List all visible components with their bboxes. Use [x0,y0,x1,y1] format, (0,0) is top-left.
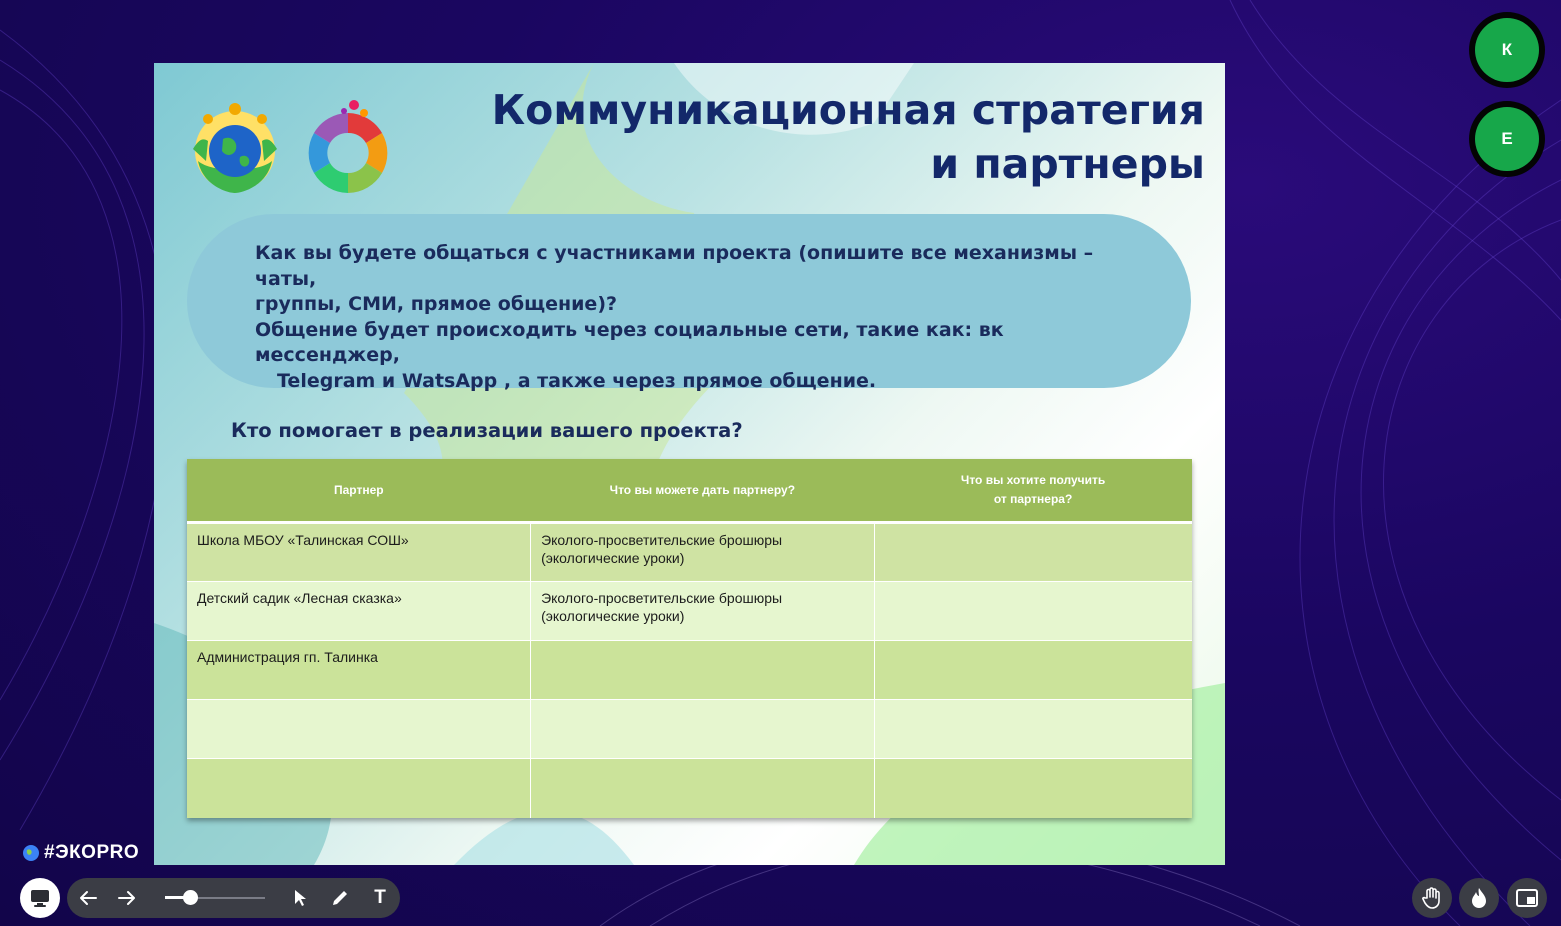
globe-icon [22,844,40,862]
pen-icon [331,889,349,907]
partners-question: Кто помогает в реализации вашего проекта? [231,419,743,442]
cursor-icon [293,889,307,907]
table-cell: Администрация гп. Талинка [187,641,531,700]
slide-title [492,83,1205,191]
eco-globe-logo [188,101,282,197]
header-receive-line1: Что вы хотите получить [960,473,1106,487]
pen-tool-button[interactable] [325,878,355,918]
monitor-icon [30,889,50,907]
partners-table [187,459,1192,818]
table-cell [531,700,875,759]
brand-text: #ЭКOPRO [44,842,140,863]
table-cell [874,700,1192,759]
text-tool-button[interactable] [365,878,395,918]
presentation-slide [154,63,1225,865]
table-row [187,523,1192,582]
table-cell: Эколого-просветительские брошюры (экологические уроки) [531,582,875,641]
fire-icon [1470,887,1488,909]
table-row [187,582,1192,641]
table-cell [531,641,875,700]
text-tool-icon: T [374,887,386,908]
arrow-right-icon [118,890,136,906]
header-receive [874,459,1192,523]
table-cell [531,759,875,818]
table-header-row [187,459,1192,523]
table-row [187,759,1192,818]
table-cell [874,759,1192,818]
question-text [255,241,1155,394]
table-row [187,700,1192,759]
participant-avatar-k[interactable] [1469,12,1545,88]
participant-initial: К [1475,18,1539,82]
participant-initial: Е [1475,107,1539,171]
table-cell [874,523,1192,582]
reaction-button[interactable] [1459,878,1499,918]
screen-share-button[interactable] [20,878,60,918]
table-cell: Детский садик «Лесная сказка» [187,582,531,641]
answer-line1: Общение будет происходить через социальные сети, такие как: вк мессенджер, [255,318,1004,366]
question-line1: Как вы будете общаться с участниками проекта (опишите все механизмы – чаты, [255,242,1094,290]
table-cell [187,759,531,818]
question-line2: группы, СМИ, прямое общение)? [255,293,618,315]
table-cell: Школа МБОУ «Талинская СОШ» [187,523,531,582]
picture-in-picture-button[interactable] [1507,878,1547,918]
next-slide-button[interactable] [112,878,142,918]
slide-toolbar [67,878,400,918]
table-cell: Эколого-просветительские брошюры (экологические уроки) [531,523,875,582]
brand-logo [22,842,139,864]
header-give: Что вы можете дать партнеру? [531,459,875,523]
previous-slide-button[interactable] [73,878,103,918]
answer-line2: Telegram и WatsApp , а также через прямое общение. [277,369,877,392]
pointer-tool-button[interactable] [285,878,315,918]
arrow-left-icon [79,890,97,906]
zoom-slider-knob[interactable] [183,890,198,905]
hand-icon [1422,887,1442,909]
pip-icon [1516,889,1538,907]
table-cell [874,641,1192,700]
slide-title-line1: Коммуникационная стратегия [491,86,1205,134]
colorful-ring-logo [304,95,392,197]
table-row [187,641,1192,700]
raise-hand-button[interactable] [1412,878,1452,918]
table-cell [874,582,1192,641]
header-receive-line2: от партнера? [993,492,1073,506]
header-partner: Партнер [187,459,531,523]
slide-title-line2: и партнеры [930,140,1205,188]
table-cell [187,700,531,759]
participant-avatar-e[interactable] [1469,101,1545,177]
